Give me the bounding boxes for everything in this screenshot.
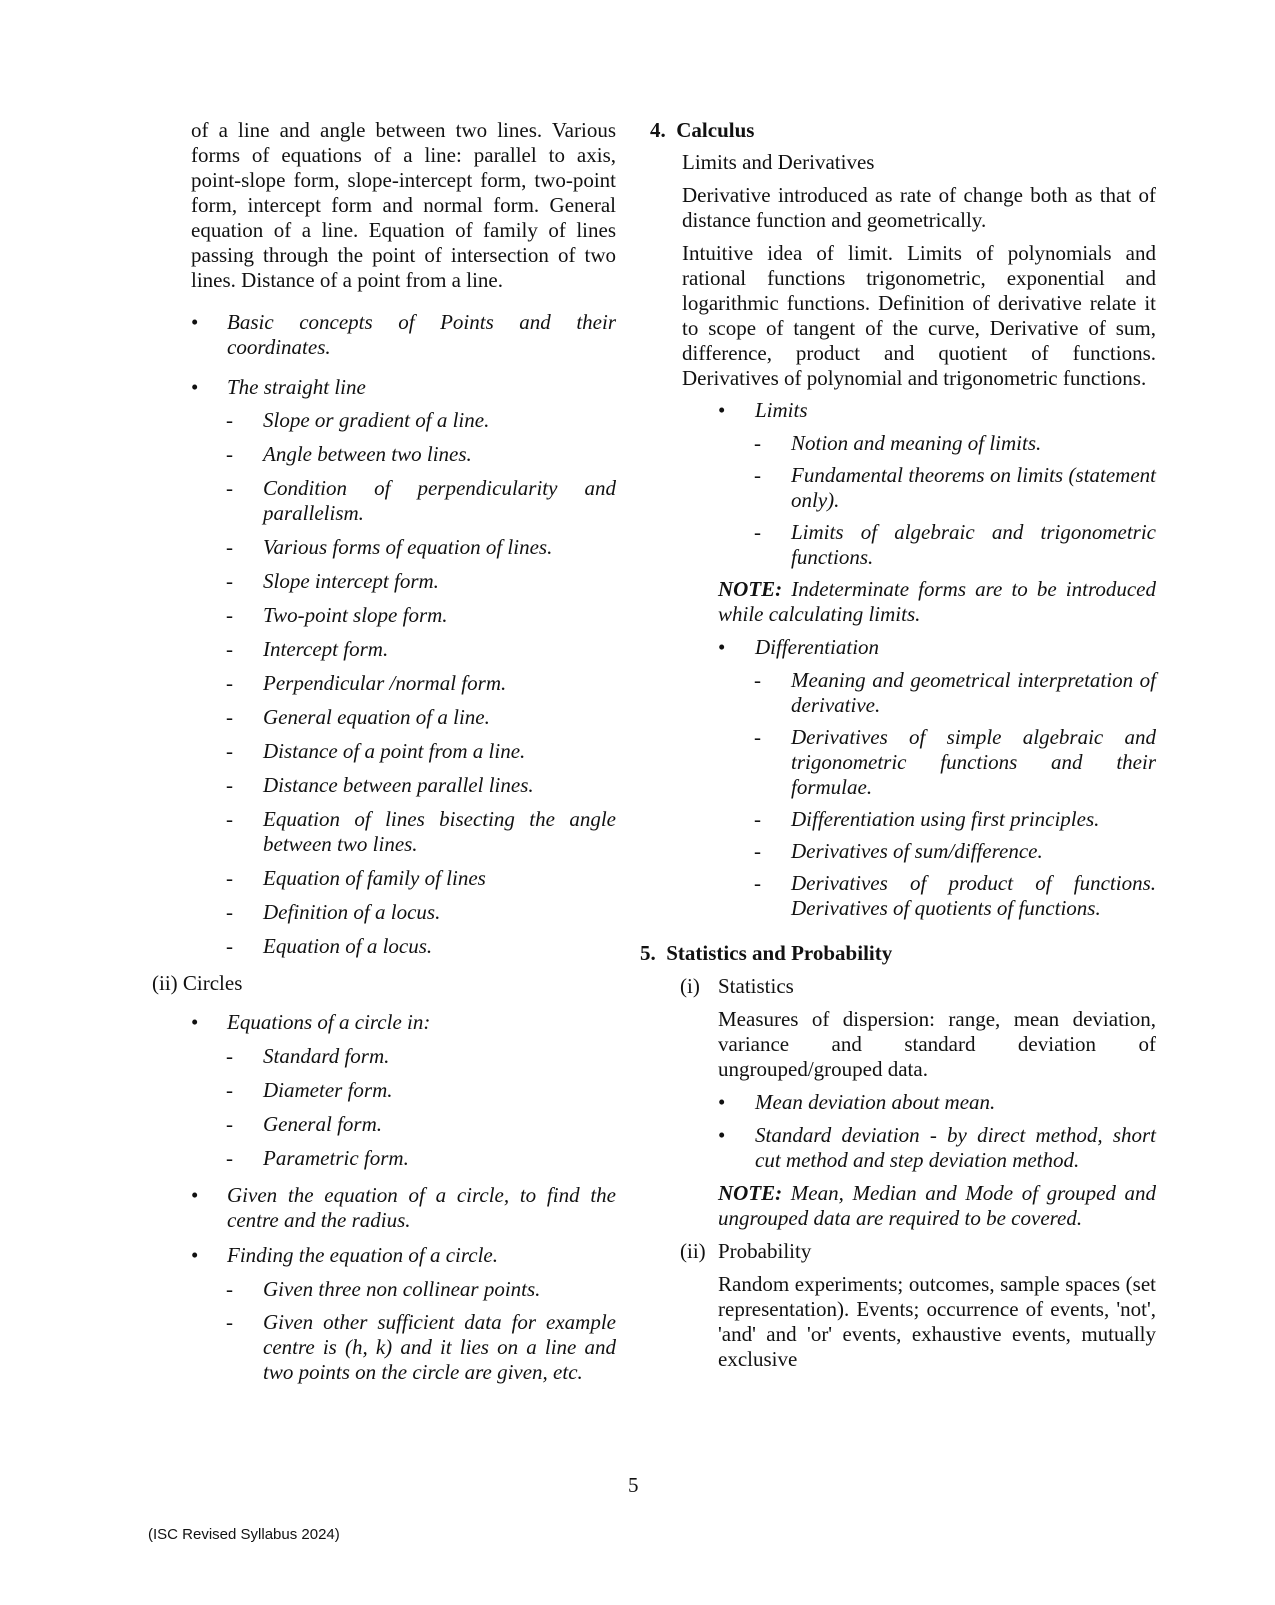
list-item bbox=[226, 603, 616, 628]
list-item bbox=[226, 1078, 616, 1103]
subsection-number: (ii) bbox=[680, 1239, 706, 1263]
list-item-text: Condition of perpendicularity and parallelism. bbox=[263, 476, 616, 525]
list-item-text: Derivatives of simple algebraic and trigonometric functions and their formulae. bbox=[791, 725, 1156, 799]
list-item bbox=[718, 1123, 1156, 1173]
list-item-text: Angle between two lines. bbox=[263, 442, 472, 466]
list-item-text: Given other sufficient data for example centre is (h, k) and it lies on a line and two points on the circle are given, etc. bbox=[263, 1310, 616, 1384]
subsection-number: (i) bbox=[680, 974, 700, 998]
circle-find-sublist bbox=[152, 1277, 616, 1385]
list-item-text: Slope or gradient of a line. bbox=[263, 408, 490, 432]
list-item-text: Fundamental theorems on limits (statement only). bbox=[791, 463, 1156, 512]
dash-icon: - bbox=[226, 1146, 233, 1170]
list-item bbox=[191, 1243, 616, 1268]
list-item-text: Parametric form. bbox=[263, 1146, 409, 1170]
dash-icon: - bbox=[754, 871, 761, 895]
list-item bbox=[754, 725, 1156, 800]
list-item-text: Equation of lines bisecting the angle between two lines. bbox=[263, 807, 616, 856]
list-item bbox=[718, 398, 1156, 423]
list-item-text: General equation of a line. bbox=[263, 705, 490, 729]
bullet-icon: • bbox=[191, 375, 199, 399]
footer-text: (ISC Revised Syllabus 2024) bbox=[148, 1526, 340, 1543]
list-item bbox=[718, 1090, 1156, 1115]
list-item-text: Derivatives of product of functions. Derivatives of quotients of functions. bbox=[791, 871, 1156, 920]
limits-sublist bbox=[682, 431, 1156, 570]
page-number: 5 bbox=[628, 1473, 639, 1497]
list-item bbox=[226, 476, 616, 526]
dash-icon: - bbox=[754, 463, 761, 487]
dash-icon: - bbox=[226, 866, 233, 890]
bullet-icon: • bbox=[718, 635, 726, 659]
paragraph: Intuitive idea of limit. Limits of polynomials and rational functions trigonometric, exponential and logarithmic functions. Definition of derivative relate it to scope of tangent of the curve, Derivative of sum, difference, product and quotient of functions. Derivatives of polynomial and trigonometric functions. bbox=[682, 241, 1156, 390]
bullet-text: Mean deviation about mean. bbox=[755, 1090, 996, 1114]
list-item-text: Definition of a locus. bbox=[263, 900, 441, 924]
bullet-text: Finding the equation of a circle. bbox=[227, 1243, 499, 1267]
list-item bbox=[226, 535, 616, 560]
list-item bbox=[226, 807, 616, 857]
section-heading-calculus bbox=[650, 118, 1156, 143]
bullet-icon: • bbox=[191, 1010, 199, 1034]
list-item-text: Diameter form. bbox=[263, 1078, 393, 1102]
list-item bbox=[226, 442, 616, 467]
bullet-icon: • bbox=[191, 1243, 199, 1267]
list-item bbox=[226, 1277, 616, 1302]
bullet-text: Equations of a circle in: bbox=[227, 1010, 431, 1034]
dash-icon: - bbox=[226, 535, 233, 559]
section-title: Statistics and Probability bbox=[666, 941, 893, 965]
dash-icon: - bbox=[754, 725, 761, 749]
list-item-text: Equation of family of lines bbox=[263, 866, 486, 890]
paragraph: Measures of dispersion: range, mean deviation, variance and standard deviation of ungrouped/grouped data. bbox=[718, 1007, 1156, 1081]
dash-icon: - bbox=[226, 603, 233, 627]
subsection-title: Statistics bbox=[718, 974, 794, 998]
dash-icon: - bbox=[226, 1044, 233, 1068]
dash-icon: - bbox=[226, 671, 233, 695]
bullet-icon: • bbox=[718, 398, 726, 422]
section-heading-statistics bbox=[640, 941, 1156, 966]
dash-icon: - bbox=[226, 408, 233, 432]
dash-icon: - bbox=[754, 839, 761, 863]
dash-icon: - bbox=[226, 476, 233, 500]
calculus-body bbox=[682, 150, 1156, 921]
dash-icon: - bbox=[226, 442, 233, 466]
list-item bbox=[754, 668, 1156, 718]
note-text: Indeterminate forms are to be introduced while calculating limits. bbox=[718, 577, 1157, 626]
list-item-text: General form. bbox=[263, 1112, 382, 1136]
list-item-text: Standard form. bbox=[263, 1044, 390, 1068]
list-item bbox=[226, 569, 616, 594]
dash-icon: - bbox=[226, 705, 233, 729]
bullet-text: The straight line bbox=[227, 375, 366, 399]
list-item bbox=[226, 1112, 616, 1137]
list-item-text: Slope intercept form. bbox=[263, 569, 439, 593]
bullet-icon: • bbox=[191, 310, 199, 334]
section-title: Calculus bbox=[676, 118, 755, 142]
dash-icon: - bbox=[226, 773, 233, 797]
list-item bbox=[754, 520, 1156, 570]
paragraph: Derivative introduced as rate of change both as that of distance function and geometrically. bbox=[682, 183, 1156, 232]
dash-icon: - bbox=[226, 807, 233, 831]
list-item bbox=[226, 934, 616, 959]
dash-icon: - bbox=[226, 739, 233, 763]
list-item-text: Equation of a locus. bbox=[263, 934, 433, 958]
list-item bbox=[754, 431, 1156, 456]
dash-icon: - bbox=[226, 1078, 233, 1102]
statistics-body bbox=[680, 974, 1156, 1372]
list-item-text: Two-point slope form. bbox=[263, 603, 448, 627]
list-item bbox=[191, 1010, 616, 1035]
list-item bbox=[191, 375, 616, 400]
list-item-text: Given three non collinear points. bbox=[263, 1277, 541, 1301]
circles-heading: (ii) Circles bbox=[152, 971, 243, 995]
list-item bbox=[226, 705, 616, 730]
list-item bbox=[191, 1183, 616, 1233]
list-item-text: Differentiation using first principles. bbox=[791, 807, 1100, 831]
dash-icon: - bbox=[226, 1112, 233, 1136]
dash-icon: - bbox=[754, 668, 761, 692]
section-number: 4. bbox=[650, 118, 666, 142]
note bbox=[718, 577, 1156, 627]
list-item-text: Limits of algebraic and trigonometric functions. bbox=[791, 520, 1156, 569]
bullet-icon: • bbox=[191, 1183, 199, 1207]
list-item-text: Distance of a point from a line. bbox=[263, 739, 526, 763]
list-item-text: Intercept form. bbox=[263, 637, 389, 661]
bullet-text: Differentiation bbox=[755, 635, 880, 659]
list-item-text: Notion and meaning of limits. bbox=[791, 431, 1042, 455]
dash-icon: - bbox=[226, 637, 233, 661]
dash-icon: - bbox=[226, 569, 233, 593]
list-item bbox=[754, 839, 1156, 864]
dash-icon: - bbox=[226, 1310, 233, 1334]
bullet-text: Limits bbox=[755, 398, 808, 422]
list-item bbox=[754, 807, 1156, 832]
list-item bbox=[718, 635, 1156, 660]
list-item bbox=[226, 739, 616, 764]
note-text: Mean, Median and Mode of grouped and ungrouped data are required to be covered. bbox=[718, 1181, 1156, 1230]
right-column bbox=[640, 118, 1157, 1372]
bullet-text: Standard deviation - by direct method, short cut method and step deviation method. bbox=[755, 1123, 1156, 1172]
subheading: Limits and Derivatives bbox=[682, 150, 875, 174]
list-item-text: Various forms of equation of lines. bbox=[263, 535, 553, 559]
bullet-icon: • bbox=[718, 1090, 726, 1114]
note bbox=[718, 1181, 1156, 1231]
list-item bbox=[226, 1146, 616, 1171]
list-item bbox=[226, 671, 616, 696]
list-item bbox=[754, 871, 1156, 921]
list-item bbox=[226, 637, 616, 662]
list-item bbox=[226, 1044, 616, 1069]
subheading bbox=[680, 1239, 1156, 1264]
note-label: NOTE: bbox=[718, 577, 783, 601]
list-item-text: Distance between parallel lines. bbox=[263, 773, 534, 797]
paragraph: Random experiments; outcomes, sample spaces (set representation). Events; occurrence of events, 'not', 'and' and 'or' events, exhaustive events, mutually exclusive bbox=[718, 1272, 1156, 1371]
list-item-text: Derivatives of sum/difference. bbox=[791, 839, 1043, 863]
subheading bbox=[680, 974, 1156, 999]
list-item bbox=[226, 1310, 616, 1385]
subsection-title: Probability bbox=[718, 1239, 812, 1263]
list-item-text: Perpendicular /normal form. bbox=[263, 671, 507, 695]
dash-icon: - bbox=[226, 934, 233, 958]
dash-icon: - bbox=[754, 807, 761, 831]
bullet-text: Given the equation of a circle, to find the centre and the radius. bbox=[227, 1183, 616, 1232]
list-item bbox=[226, 773, 616, 798]
section-number: 5. bbox=[640, 941, 656, 965]
circle-forms-sublist bbox=[152, 1044, 616, 1171]
list-item-text: Meaning and geometrical interpretation of derivative. bbox=[791, 668, 1156, 717]
note-label: NOTE: bbox=[718, 1181, 783, 1205]
list-item bbox=[226, 408, 616, 433]
intro-paragraph: of a line and angle between two lines. Various forms of equations of a line: parallel to axis, point-slope form, slope-intercept form, two-point form, intercept form and normal form. General equation of a line. Equation of family of lines passing through the point of intersection of two lines. Distance of a point from a line. bbox=[191, 118, 616, 292]
list-item bbox=[191, 310, 616, 360]
differentiation-sublist bbox=[682, 668, 1156, 921]
left-column bbox=[152, 118, 616, 1393]
list-item bbox=[226, 866, 616, 891]
list-item bbox=[754, 463, 1156, 513]
dash-icon: - bbox=[226, 900, 233, 924]
dash-icon: - bbox=[226, 1277, 233, 1301]
straight-line-sublist bbox=[152, 408, 616, 959]
bullet-icon: • bbox=[718, 1123, 726, 1147]
bullet-text: Basic concepts of Points and their coordinates. bbox=[227, 310, 616, 359]
list-item bbox=[226, 900, 616, 925]
dash-icon: - bbox=[754, 520, 761, 544]
dash-icon: - bbox=[754, 431, 761, 455]
